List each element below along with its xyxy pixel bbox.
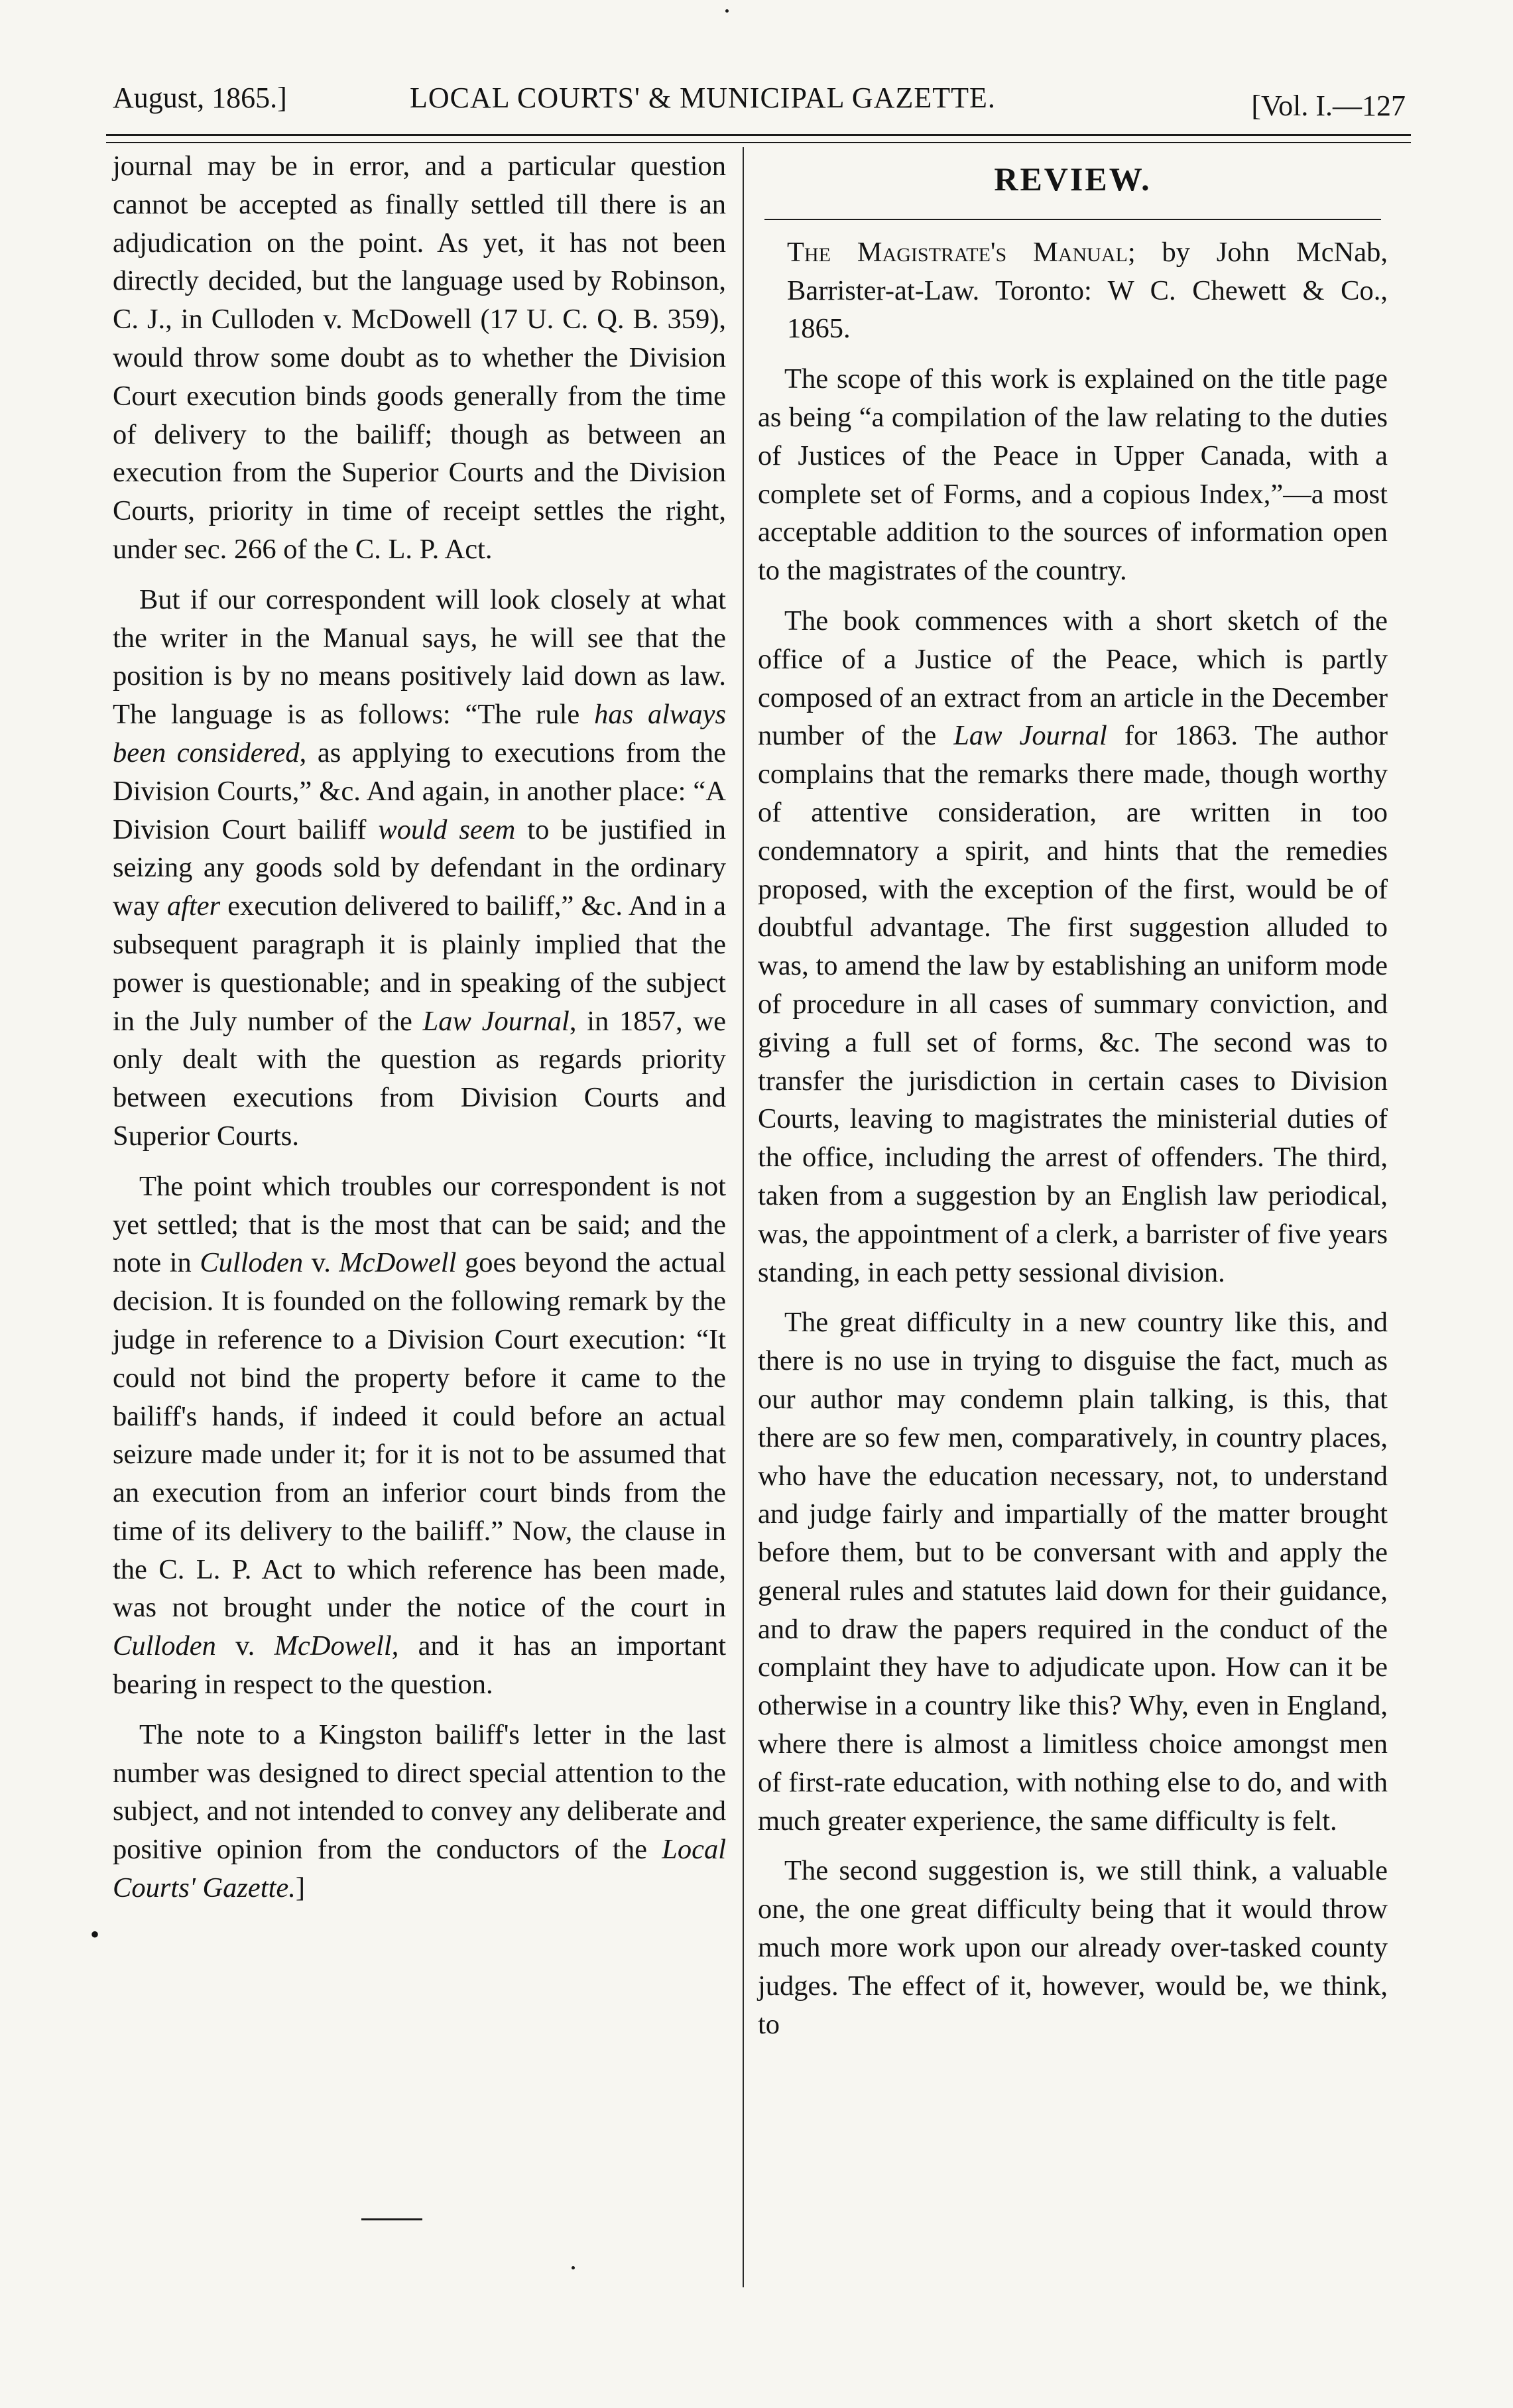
text-run: v.: [235, 1630, 255, 1662]
italic-run: McDowell: [339, 1247, 457, 1279]
review-heading: REVIEW.: [994, 160, 1152, 198]
text-run: But if our correspondent will look closely at what the writer in the Manual says, he will see that the position is by no means positively laid down as law. The language is as follows: “The rule: [113, 583, 726, 731]
left-paragraph-3: [113, 1168, 726, 1704]
text-run: , in 1857, we only dealt with the question as regards priority between executions from Division Courts and Superior Courts.: [113, 1005, 726, 1152]
article-end-rule: [361, 2218, 422, 2220]
review-heading-rule: [764, 219, 1381, 220]
text-run: v.: [311, 1247, 331, 1279]
italic-run: Local Courts' Gazette.: [113, 1834, 726, 1904]
italic-run: Culloden: [200, 1247, 304, 1279]
text-run: for 1863. The author complains that the remarks there made, though worthy of attentive consideration, are written in too condemnatory a spirit, and hints that the remedies proposed, with the exception of the first, would be of doubtful advantage. The first suggestion alluded to was, to amend the law by establishing an uniform mode of procedure in all cases of summary conviction, and giving a full set of forms, &c. The second was to transfer the jurisdiction in certain cases to Division Courts, leaving to magistrates the ministerial duties of the office, including the arrest of offenders. The third, taken from a suggestion by an English law periodical, was, the appointment of a clerk, a barrister of five years standing, in each petty sessional division.: [758, 720, 1388, 1288]
italic-run: Culloden: [113, 1630, 216, 1662]
text-run: , and it has an important bearing in respect to the question.: [113, 1630, 727, 1701]
header-publication-title: LOCAL COURTS' & MUNICIPAL GAZETTE.: [410, 82, 996, 114]
text-run: , as applying to executions from the Division Courts,” &c. And again, in another place: “A Division Court bailiff: [113, 737, 726, 845]
text-run: The book commences with a short sketch of the office of a Justice of the Peace, which is partly composed of an extract from an article in the December number of the: [758, 605, 1388, 752]
book-citation: [758, 233, 1388, 348]
italic-run: Law Journal: [422, 1005, 570, 1037]
text-run: The note to a Kingston bailiff's letter in the last number was designed to direct special attention to the subject, and not intended to convey any deliberate and positive opinion from the conductors of the: [113, 1718, 726, 1866]
left-paragraph-2: [113, 581, 726, 1156]
book-details: ; by John McNab, Barrister-at-Law. Toronto: W C. Chewett & Co., 1865.: [787, 236, 1388, 345]
running-header: [113, 74, 1406, 127]
text-run: to be justified in seizing any goods sold by defendant in the ordinary way: [113, 813, 727, 922]
left-column: [113, 147, 726, 1907]
italic-run: after: [166, 890, 221, 922]
left-paragraph-1: journal may be in error, and a particular question cannot be accepted as finally settled till there is an adjudication on the point. As yet, it has not been directly decided, but the language used by Robinson, C. J., in Culloden v. McDowell (17 U. C. Q. B. 359), would throw some doubt as to whether the Division Court execution binds goods generally from the time of delivery to the bailiff; though as between an execution from the Superior Courts and the Division Courts, priority in time of receipt settles the right, under sec. 266 of the C. L. P. Act.: [113, 150, 726, 565]
right-paragraph-3: The great difficulty in a new country like this, and there is no use in trying to disguise the fact, much as our author may condemn plain talking, is this, that there are so few men, comparatively, in country places, who have the education necessary, not, to understand and judge fairly and impartially of the matter brought before them, but to be conversant with and apply the general rules and statutes laid down for their guidance, and to draw the papers required in the conduct of the complaint they have to adjudicate upon. How can it be otherwise in a country like this? Why, even in England, where there is almost a limitless choice amongst men of first-rate education, with nothing else to do, and with much greater experience, the same difficulty is felt.: [758, 1307, 1388, 1836]
book-title: The Magistrate's Manual: [787, 236, 1128, 268]
text-run: execution delivered to bailiff,” &c. And in a subsequent paragraph it is plainly implied that the power is questionable; and in speaking of the subject in the July number of the: [113, 890, 726, 1037]
header-date: August, 1865.]: [113, 82, 287, 114]
text-run: ]: [295, 1872, 306, 1904]
italic-run: Law Journal: [953, 720, 1107, 752]
header-rule-bottom: [106, 142, 1411, 143]
left-paragraph-4: [113, 1716, 726, 1907]
margin-mark: •: [90, 1919, 100, 1949]
text-run: The point which troubles our correspondent is not yet settled; that is the most that can be said; and the note in: [113, 1170, 726, 1279]
italic-run: McDowell: [274, 1630, 392, 1662]
right-paragraph-2: [758, 602, 1388, 1292]
print-speck: [725, 9, 729, 13]
right-paragraph-4: The second suggestion is, we still think, a valuable one, the one great difficulty being that it would throw much more work upon our already over-tasked county judges. The effect of it, however, would be, we think, to: [758, 1855, 1388, 2040]
print-speck: [572, 2266, 575, 2269]
column-divider: [743, 147, 744, 2287]
right-column: [758, 147, 1388, 2043]
text-run: goes beyond the actual decision. It is founded on the following remark by the judge in reference to a Division Court execution: “It could not bind the property before it came to the bailiff's hands, if indeed it could before an actual seizure made under it; for it is not to be assumed that an execution from an inferior court binds from the time of its delivery to the bailiff.” Now, the clause in the C. L. P. Act to which reference has been made, was not brought under the notice of the court in: [113, 1247, 726, 1624]
italic-run: has always been considered: [113, 699, 726, 768]
header-volume-page: [Vol. I.—127: [1251, 90, 1406, 122]
header-rule-top: [106, 134, 1411, 136]
italic-run: would seem: [378, 813, 516, 845]
right-paragraph-1: The scope of this work is explained on the title page as being “a compilation of the law relating to the duties of Justices of the Peace in Upper Canada, with a complete set of Forms, and a copious Index,”—a most acceptable addition to the sources of information open to the magistrates of the country.: [758, 363, 1388, 587]
